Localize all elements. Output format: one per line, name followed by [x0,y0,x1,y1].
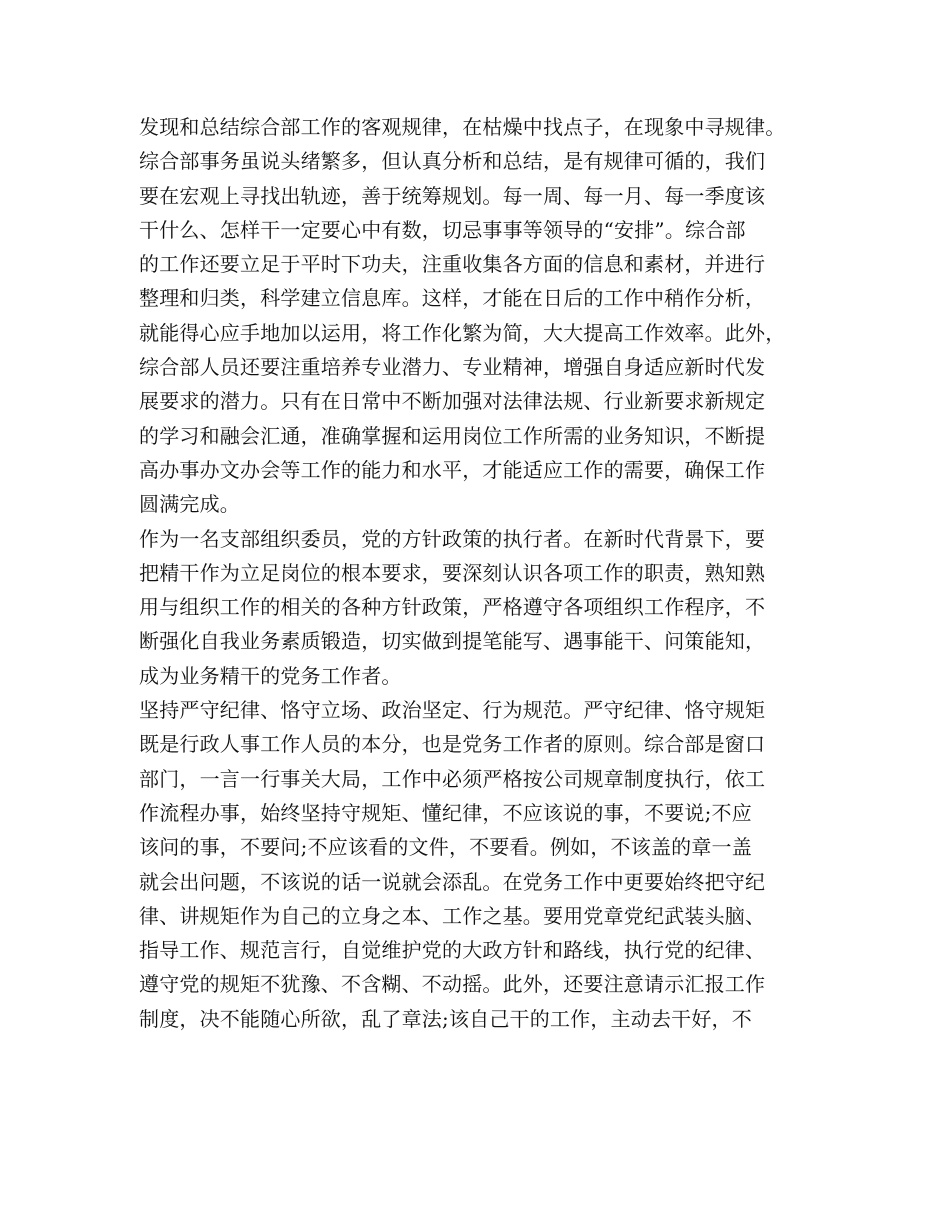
text-line: 坚持严守纪律、恪守立场、政治坚定、行为规范。严守纪律、恪守规矩 [139,698,766,723]
document-body [139,110,829,1036]
text-line: 要在宏观上寻找出轨迹，善于统筹规划。每一周、每一月、每一季度该 [139,183,766,208]
text-line: 部门，一言一行事关大局，工作中必须严格按公司规章制度执行，依工 [139,766,766,791]
text-line: 综合部人员还要注重培养专业潜力、专业精神，增强自身适应新时代发 [139,355,766,380]
text-line: 展要求的潜力。只有在日常中不断加强对法律法规、行业新要求新规定 [139,389,766,414]
text-line: 既是行政人事工作人员的本分，也是党务工作者的原则。综合部是窗口 [139,732,766,757]
text-line: 该问的事，不要问;不应该看的文件，不要看。例如，不该盖的章一盖 [139,835,752,860]
text-line: 发现和总结综合部工作的客观规律，在枯燥中找点子，在现象中寻规律。 [139,115,786,139]
text-line: 作为一名支部组织委员，党的方针政策的执行者。在新时代背景下，要 [139,526,766,551]
text-line: 指导工作、规范言行，自觉维护党的大政方针和路线，执行党的纪律、 [139,938,766,963]
text-line: 干什么、怎样干一定要心中有数，切忌事事等领导的“安排”。综合部 [139,217,746,242]
text-line: 的工作还要立足于平时下功夫，注重收集各方面的信息和素材，并进行 [139,252,766,277]
text-line: 断强化自我业务素质锻造，切实做到提笔能写、遇事能干、问策能知， [139,629,766,654]
text-line: 高办事办文办会等工作的能力和水平，才能适应工作的需要，确保工作 [139,457,766,482]
text-line: 综合部事务虽说头绪繁多，但认真分析和总结，是有规律可循的，我们 [139,149,766,174]
text-line: 作流程办事，始终坚持守规矩、懂纪律，不应该说的事，不要说;不应 [139,800,752,825]
text-line: 律、讲规矩作为自己的立身之本、工作之基。要用党章党纪武装头脑、 [139,903,766,928]
text-line: 制度，决不能随心所欲，乱了章法;该自己干的工作，主动去干好，不 [139,1006,752,1031]
text-line: 把精干作为立足岗位的根本要求，要深刻认识各项工作的职责，熟知熟 [139,560,766,585]
text-line: 就能得心应手地加以运用，将工作化繁为简，大大提高工作效率。此外， [139,320,786,345]
text-line: 的学习和融会汇通，准确掌握和运用岗位工作所需的业务知识，不断提 [139,423,766,448]
text-line: 成为业务精干的党务工作者。 [139,663,402,688]
text-line: 遵守党的规矩不犹豫、不含糊、不动摇。此外，还要注意请示汇报工作 [139,972,766,997]
text-line: 就会出问题，不该说的话一说就会添乱。在党务工作中更要始终把守纪 [139,869,766,894]
text-line: 用与组织工作的相关的各种方针政策，严格遵守各项组织工作程序，不 [139,595,766,620]
text-line: 圆满完成。 [139,492,240,517]
text-line: 整理和归类，科学建立信息库。这样，才能在日后的工作中稍作分析， [139,286,766,311]
